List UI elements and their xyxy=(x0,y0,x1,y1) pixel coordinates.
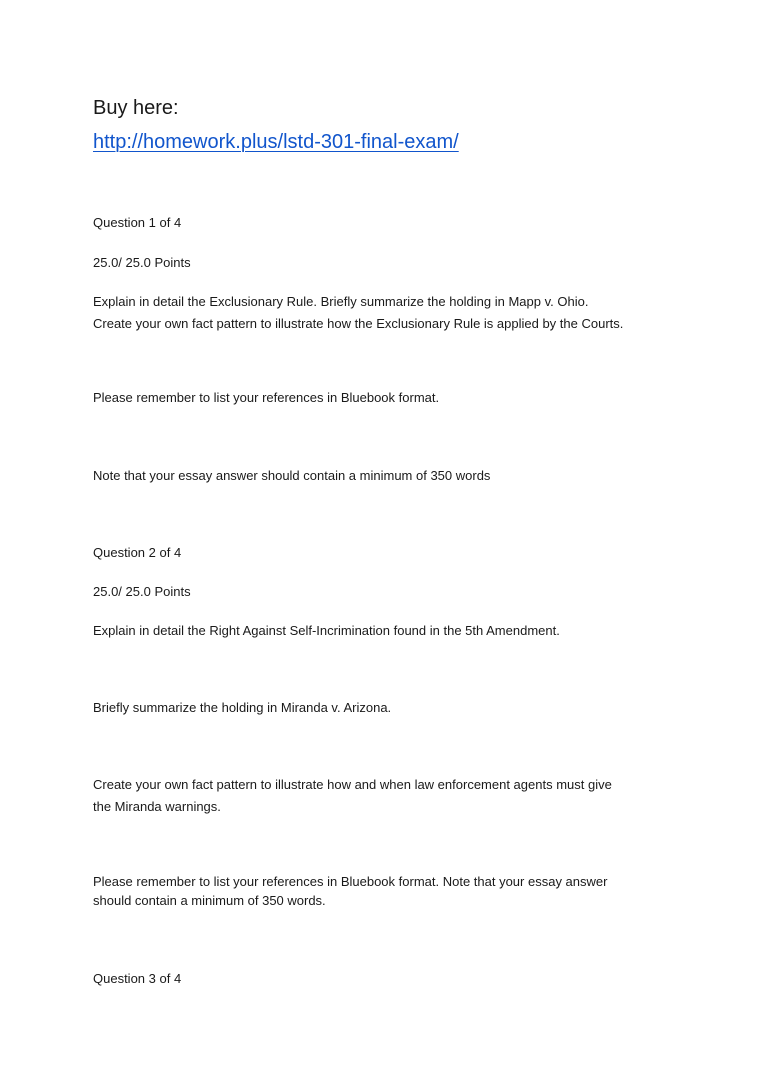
purchase-link[interactable]: http://homework.plus/lstd-301-final-exam/ xyxy=(93,131,459,153)
question-2-fact-pattern-line-2: the Miranda warnings. xyxy=(93,799,221,814)
question-3-title: Question 3 of 4 xyxy=(93,971,182,986)
question-2-fact-pattern-line-1: Create your own fact pattern to illustrate how and when law enforcement agents must give xyxy=(93,777,612,792)
question-1-title: Question 1 of 4 xyxy=(93,215,182,230)
question-2-prompt: Explain in detail the Right Against Self-Incrimination found in the 5th Amendment. xyxy=(93,623,560,638)
question-2-summary-prompt: Briefly summarize the holding in Miranda v. Arizona. xyxy=(93,700,392,715)
question-1-references-note: Please remember to list your references in Bluebook format. xyxy=(93,390,440,405)
question-1-word-count-note: Note that your essay answer should contain a minimum of 350 words xyxy=(93,468,491,483)
question-2-points: 25.0/ 25.0 Points xyxy=(93,584,191,599)
question-2-references-line-2: should contain a minimum of 350 words. xyxy=(93,893,326,908)
question-2-title: Question 2 of 4 xyxy=(93,545,182,560)
buy-here-label: Buy here: xyxy=(93,97,179,119)
question-1-prompt-line-1: Explain in detail the Exclusionary Rule. Briefly summarize the holding in Mapp v. Ohio. xyxy=(93,294,589,309)
question-1-prompt-line-2: Create your own fact pattern to illustrate how the Exclusionary Rule is applied by the Courts. xyxy=(93,316,624,331)
question-1-points: 25.0/ 25.0 Points xyxy=(93,255,191,270)
question-2-references-line-1: Please remember to list your references in Bluebook format. Note that your essay answer xyxy=(93,874,608,889)
